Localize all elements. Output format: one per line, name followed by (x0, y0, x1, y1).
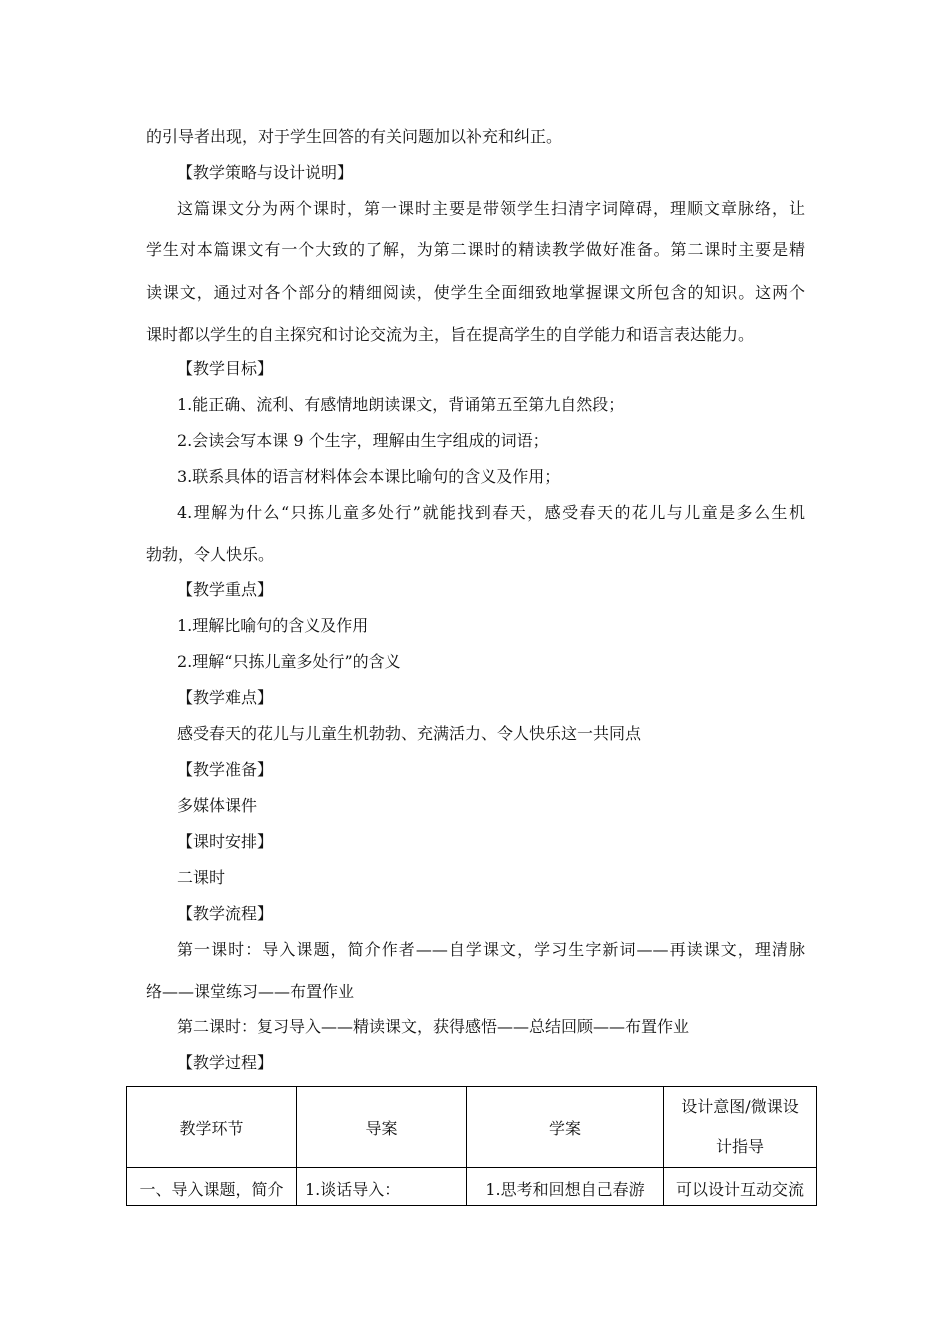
paragraph-continuation: 的引导者出现，对于学生回答的有关问题加以补充和纠正。 (146, 127, 563, 146)
teaching-process-table (126, 1086, 817, 1206)
heading-strategy: 【教学策略与设计说明】 (177, 163, 354, 182)
heading-preparation: 【教学准备】 (177, 760, 274, 779)
heading-goals: 【教学目标】 (177, 359, 274, 378)
heading-key-points: 【教学重点】 (177, 580, 274, 599)
goal-2: 2.会读会写本课 9 个生字，理解由生字组成的词语； (177, 431, 549, 450)
row-cell-study: 1.思考和回想自己春游 (467, 1168, 664, 1206)
heading-process: 【教学过程】 (177, 1053, 274, 1072)
row-cell-stage: 一、导入课题，简介 (127, 1168, 297, 1206)
flow-lesson1-line-1: 第一课时：导入课题，简介作者——自学课文，学习生字新词——再读课文，理清脉 (177, 940, 805, 959)
strategy-line-2: 学生对本篇课文有一个大致的了解，为第二课时的精读教学做好准备。第二课时主要是精 (146, 240, 805, 259)
row-cell-guide: 1.谈话导入： (297, 1168, 467, 1206)
schedule-text: 二课时 (177, 868, 226, 887)
header-cell-design-intent (664, 1087, 817, 1168)
row-cell-design-intent: 可以设计互动交流 (664, 1168, 817, 1206)
heading-schedule: 【课时安排】 (177, 832, 274, 851)
header-cell-guide: 导案 (297, 1087, 467, 1168)
goal-4-line-1: 4.理解为什么“只拣儿童多处行”就能找到春天，感受春天的花儿与儿童是多么生机 (177, 503, 805, 522)
goal-1: 1.能正确、流利、有感情地朗读课文，背诵第五至第九自然段； (177, 395, 625, 414)
preparation-text: 多媒体课件 (177, 796, 258, 815)
header-design-intent-line-1: 设计意图/微课设 (681, 1097, 799, 1116)
heading-difficulty: 【教学难点】 (177, 688, 274, 707)
goal-4-line-2: 勃勃，令人快乐。 (146, 545, 275, 564)
header-cell-stage: 教学环节 (127, 1087, 297, 1168)
difficulty-text: 感受春天的花儿与儿童生机勃勃、充满活力、令人快乐这一共同点 (177, 724, 642, 743)
strategy-line-4: 课时都以学生的自主探究和讨论交流为主，旨在提高学生的自学能力和语言表达能力。 (146, 325, 755, 344)
strategy-line-3: 读课文，通过对各个部分的精细阅读，使学生全面细致地掌握课文所包含的知识。这两个 (146, 283, 805, 302)
flow-lesson2: 第二课时：复习导入——精读课文，获得感悟——总结回顾——布置作业 (177, 1017, 690, 1036)
strategy-line-1: 这篇课文分为两个课时，第一课时主要是带领学生扫清字词障碍，理顺文章脉络，让 (177, 199, 805, 218)
header-design-intent-line-2: 计指导 (715, 1137, 764, 1156)
flow-lesson1-line-2: 络——课堂练习——布置作业 (146, 982, 355, 1001)
key-point-2: 2.理解“只拣儿童多处行”的含义 (177, 652, 401, 671)
table-row (127, 1168, 817, 1206)
table-header-row (127, 1087, 817, 1168)
heading-flow: 【教学流程】 (177, 904, 274, 923)
goal-3: 3.联系具体的语言材料体会本课比喻句的含义及作用； (177, 467, 561, 486)
header-cell-study: 学案 (467, 1087, 664, 1168)
key-point-1: 1.理解比喻句的含义及作用 (177, 616, 369, 635)
